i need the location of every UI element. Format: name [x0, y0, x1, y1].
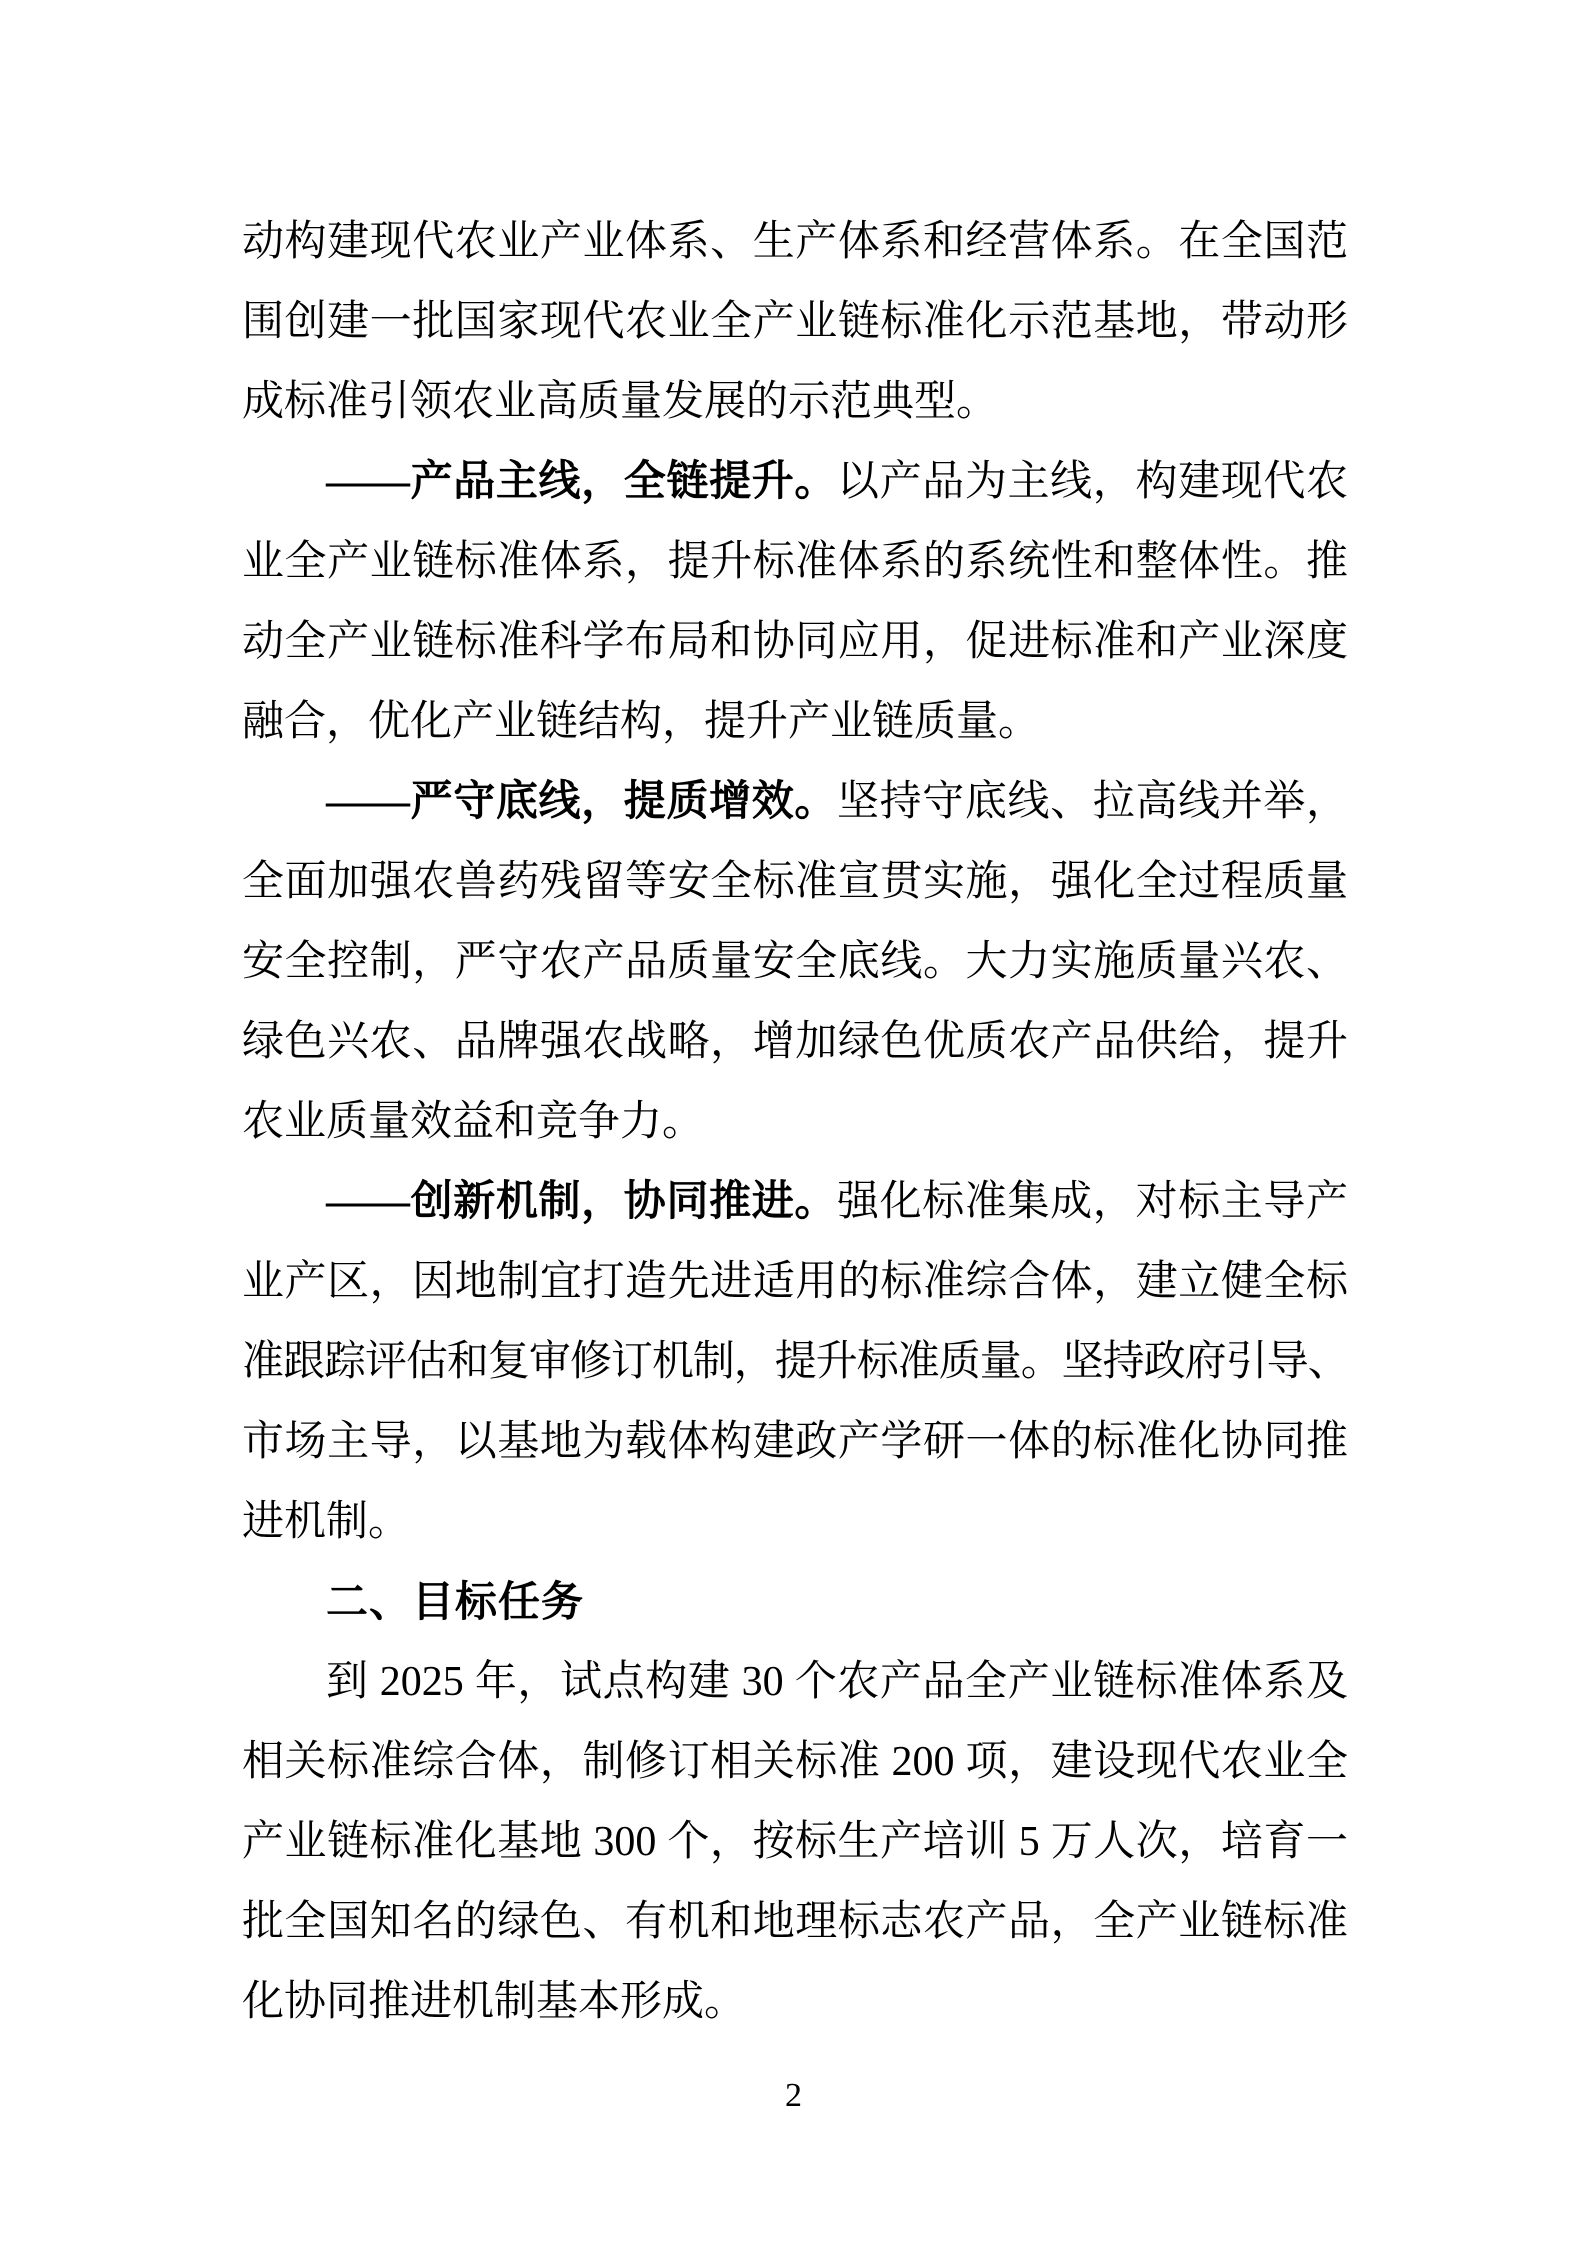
text-run: 化协同推进机制基本形成。	[242, 1979, 747, 2025]
text-line	[242, 1242, 1348, 1322]
text-run: 批全国知名的绿色、有机和地理标志农产品，全产业链标准	[242, 1899, 1348, 1945]
document-body	[242, 202, 1348, 2042]
text-line	[242, 362, 1348, 442]
emphasis-run: ——产品主线，全链提升。	[326, 459, 837, 505]
text-line	[242, 1322, 1348, 1402]
text-line	[242, 1962, 1348, 2042]
text-line	[242, 762, 1348, 842]
text-line	[242, 1482, 1348, 1562]
text-line	[242, 682, 1348, 762]
text-run: 成标准引领农业高质量发展的示范典型。	[242, 379, 999, 425]
emphasis-run: ——严守底线，提质增效。	[326, 779, 837, 825]
text-line	[242, 202, 1348, 282]
text-run: 全面加强农兽药残留等安全标准宣贯实施，强化全过程质量	[242, 859, 1348, 905]
text-run: 强化标准集成，对标主导产	[837, 1179, 1348, 1225]
text-run: 绿色兴农、品牌强农战略，增加绿色优质农产品供给，提升	[242, 1019, 1348, 1065]
emphasis-run: 二、目标任务	[326, 1578, 585, 1625]
text-run: 到 2025 年，试点构建 30 个农产品全产业链标准体系及	[326, 1659, 1348, 1705]
text-run: 进机制。	[242, 1499, 411, 1545]
text-line	[242, 1642, 1348, 1722]
text-run: 相关标准综合体，制修订相关标准 200 项，建设现代农业全	[242, 1739, 1348, 1785]
text-line	[242, 1882, 1348, 1962]
text-run: 围创建一批国家现代农业全产业链标准化示范基地，带动形	[242, 299, 1348, 345]
text-run: 以产品为主线，构建现代农	[837, 459, 1348, 505]
text-line	[242, 1162, 1348, 1242]
section-heading	[242, 1562, 1348, 1642]
text-run: 业产区，因地制宜打造先进适用的标准综合体，建立健全标	[242, 1259, 1348, 1305]
text-run: 动构建现代农业产业体系、生产体系和经营体系。在全国范	[242, 219, 1348, 265]
text-line	[242, 1722, 1348, 1802]
text-line	[242, 602, 1348, 682]
text-run: 动全产业链标准科学布局和协同应用，促进标准和产业深度	[242, 619, 1348, 665]
text-run: 坚持守底线、拉高线并举，	[837, 779, 1348, 825]
text-line	[242, 842, 1348, 922]
text-run: 准跟踪评估和复审修订机制，提升标准质量。坚持政府引导、	[242, 1339, 1348, 1385]
emphasis-run: ——创新机制，协同推进。	[326, 1179, 837, 1225]
text-line	[242, 442, 1348, 522]
text-run: 业全产业链标准体系，提升标准体系的系统性和整体性。推	[242, 539, 1348, 585]
text-line	[242, 1002, 1348, 1082]
text-run: 融合，优化产业链结构，提升产业链质量。	[242, 699, 1041, 745]
text-line	[242, 922, 1348, 1002]
text-line	[242, 1802, 1348, 1882]
text-line	[242, 1402, 1348, 1482]
text-run: 农业质量效益和竞争力。	[242, 1099, 705, 1145]
text-run: 安全控制，严守农产品质量安全底线。大力实施质量兴农、	[242, 939, 1348, 985]
text-run: 市场主导，以基地为载体构建政产学研一体的标准化协同推	[242, 1419, 1348, 1465]
text-line	[242, 1082, 1348, 1162]
text-run: 产业链标准化基地 300 个，按标生产培训 5 万人次，培育一	[242, 1819, 1348, 1865]
text-line	[242, 522, 1348, 602]
text-line	[242, 282, 1348, 362]
page-number: 2	[785, 2077, 802, 2114]
